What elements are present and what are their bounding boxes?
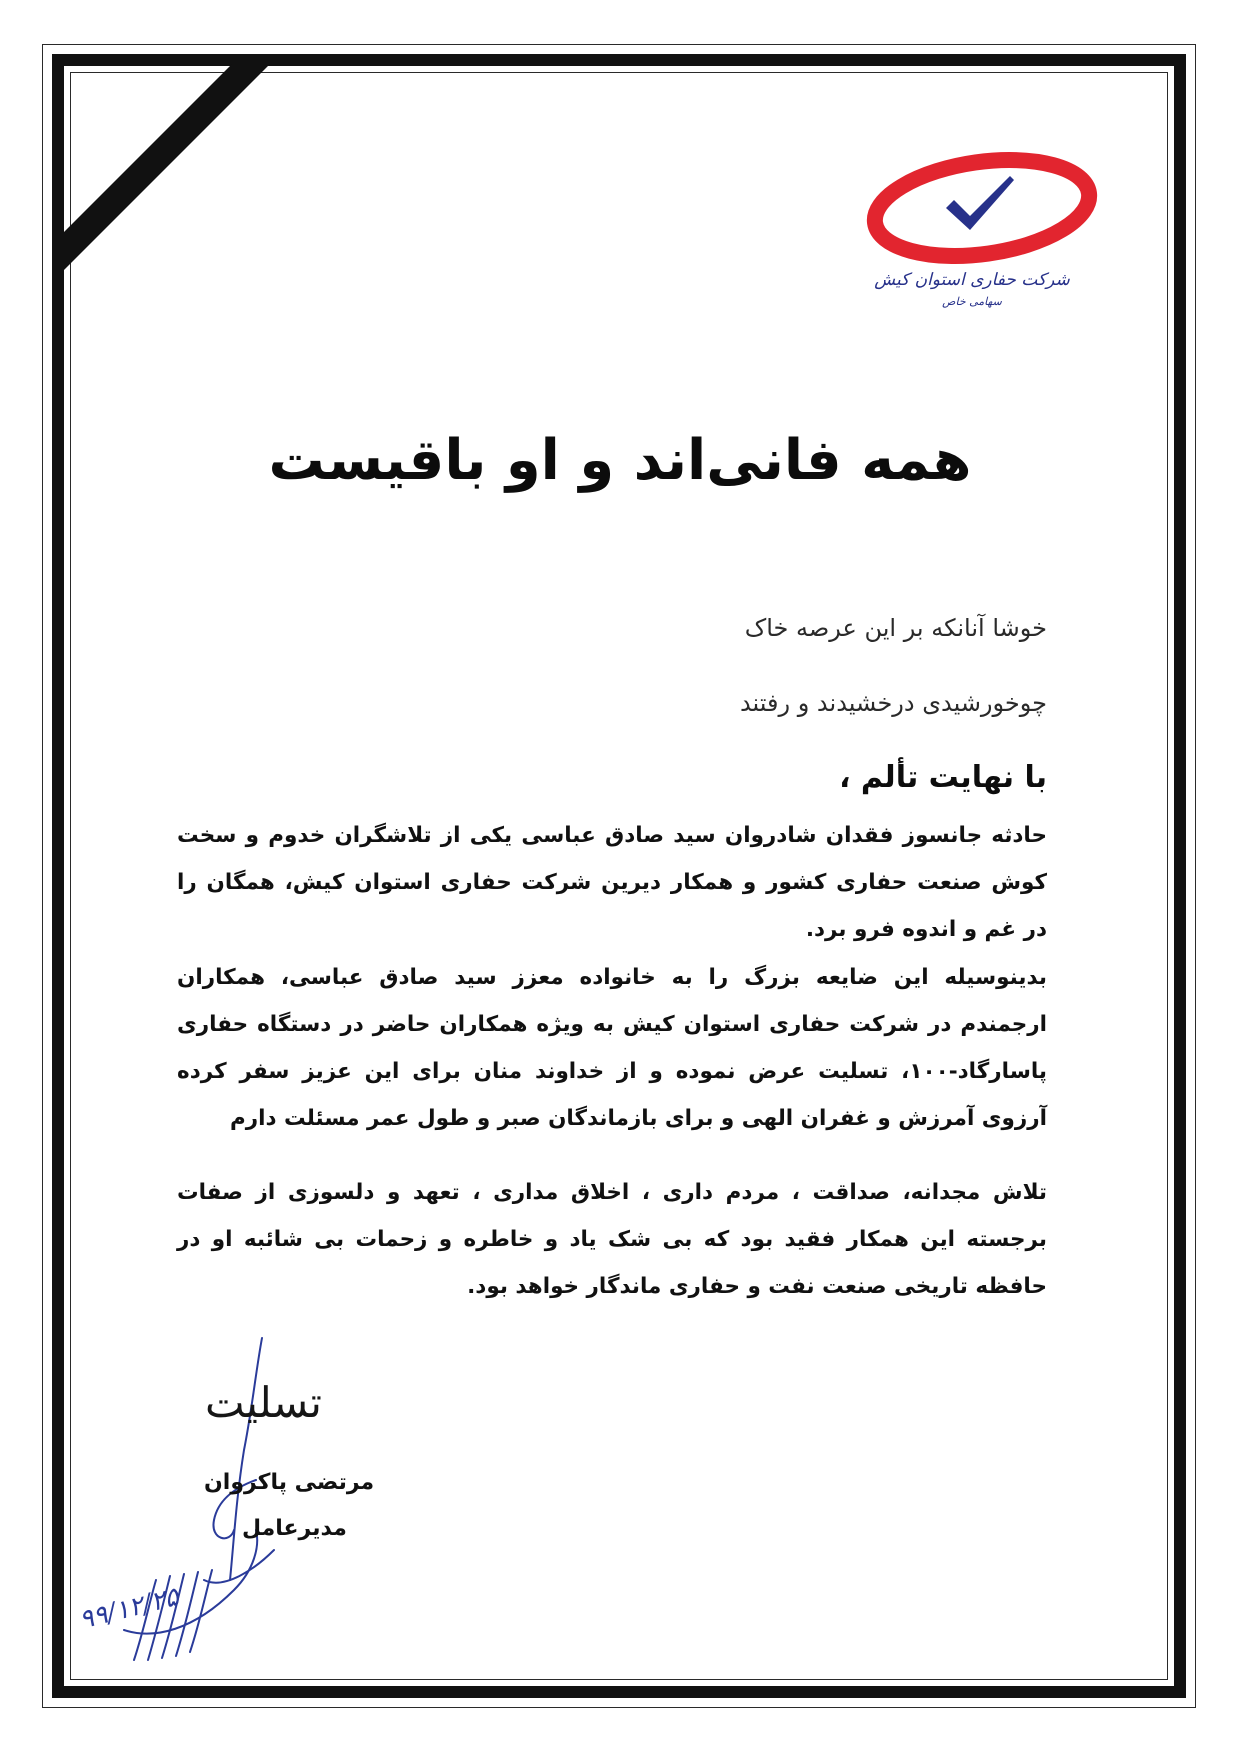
company-type-text: سهامی خاص	[942, 295, 1002, 308]
company-logo	[862, 150, 1102, 330]
greeting-heading: با نهایت تألم ،	[839, 760, 1047, 795]
paragraph-2: بدینوسیله این ضایعه بزرگ را به خانواده معزز سید صادق عباسی، همکاران ارجمندم در شرکت حفاری استوان کیش به ویژه همکاران حاضر در دستگاه حفاری پاسارگاد-۱۰۰، تسلیت عرض نموده و از خداوند منان برای این عزیز سفر کرده آرزوی آمرزش و غفران الهی و برای بازماندگان صبر و طول عمر مسئلت دارم	[177, 965, 1047, 1131]
page-title: همه فانی‌اند و او باقیست	[268, 428, 972, 493]
company-name	[862, 270, 1082, 310]
poem-line-2: چوخورشیدی درخشیدند و رفتند	[739, 689, 1047, 717]
poem-line-1: خوشا آنانکه بر این عرصه خاک	[744, 614, 1047, 642]
signer-name: مرتضی پاکروان	[204, 1470, 375, 1495]
checkmark-icon	[946, 176, 1014, 230]
signer-title: مدیرعامل	[242, 1516, 347, 1541]
logo-emblem	[862, 150, 1102, 270]
condolence-word: تسلیت	[205, 1378, 322, 1427]
paragraph-1: حادثه جانسوز فقدان شادروان سید صادق عباسی یکی از تلاشگران خدوم و سخت کوش صنعت حفاری کشور و همکار دیرین شرکت حفاری استوان کیش، همگان را در غم و اندوه فرو برد.	[177, 823, 1047, 942]
paragraph-3: تلاش مجدانه، صداقت ، مردم داری ، اخلاق مداری ، تعهد و دلسوزی از صفات برجسته این همکار فقید بود که بی شک یاد و خاطره و زحمات بی شائبه او در حافظه تاریخی صنعت نفت و حفاری ماندگار خواهد بود.	[177, 1180, 1047, 1299]
signature-date: ۹۹/۱۲/۲۵	[76, 1581, 182, 1636]
company-name-text: شرکت حفاری استوان کیش	[874, 270, 1070, 290]
